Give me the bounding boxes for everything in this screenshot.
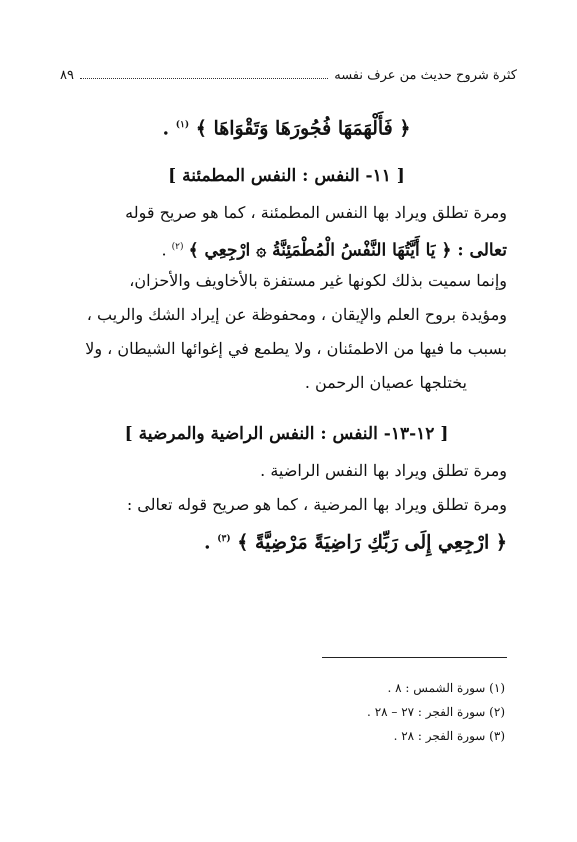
section-heading-11: [ ١١- النفس : النفس المطمئنة ] [168, 166, 405, 186]
paragraph-line: ومرة تطلق ويراد بها النفس الراضية . [260, 461, 507, 480]
footnote-2: (٢) سورة الفجر : ٢٧ – ٢٨ . [367, 705, 505, 719]
main-text [66, 108, 507, 556]
footnote-ref-3: (٣) [217, 534, 231, 544]
quran-verse-2: تعالى : ﴿ يَا أَيَّتُهَا النَّفْسُ الْمُطْمَئِنَّةُ ۞ ارْجِعِي ﴾ [188, 240, 507, 261]
paragraph-line: وإنما سميت بذلك لكونها غير مستفزة بالأخاويف والأحزان، [129, 271, 507, 290]
running-title: كثرة شروح حديث من عرف نفسه [334, 67, 517, 83]
paragraph-line: ومرة تطلق ويراد بها المرضية ، كما هو صريح قوله تعالى : [126, 495, 507, 514]
page-header [60, 64, 517, 86]
quran-verse-3: ﴿ ارْجِعِي إِلَى رَبِّكِ رَاضِيَةً مَرْضِيَّةً ﴾ $^{(٣)}$ . [203, 531, 507, 554]
section-heading-12-13: [ ١٢-١٣- النفس : النفس الراضية والمرضية ] [124, 424, 449, 444]
paragraph-line: ومؤيدة بروح العلم والإيقان ، ومحفوظة عن إيراد الشك والريب ، [86, 305, 507, 324]
footnote-ref-2: (٢) [171, 242, 184, 252]
paragraph-line: تعالى : ﴿ يَا أَيَّتُهَا النَّفْسُ الْمُطْمَئِنَّةُ ۞ ارْجِعِي ﴾ $^{(٢)}$ . [161, 240, 507, 261]
quran-verse-1: ﴿ فَأَلْهَمَهَا فُجُورَهَا وَتَقْوَاهَا ﴾ $^{(١)}$ . [162, 117, 411, 140]
footnote-ref-1: (١) [175, 120, 190, 130]
footnote-1: (١) سورة الشمس : ٨ . [387, 681, 505, 695]
paragraph-line: بسبب ما فيها من الاطمئنان ، ولا يطمع في إغوائها الشيطان ، ولا [85, 339, 507, 358]
paragraph-line: يختلجها عصيان الرحمن . [304, 373, 467, 392]
footnote-3: (٣) سورة الفجر : ٢٨ . [393, 729, 505, 743]
page-number: ٨٩ [60, 67, 74, 83]
paragraph-line: ومرة تطلق ويراد بها النفس المطمئنة ، كما هو صريح قوله [125, 203, 507, 222]
leader-dots [80, 78, 328, 79]
footnotes [367, 676, 505, 748]
footnote-separator [322, 657, 507, 658]
